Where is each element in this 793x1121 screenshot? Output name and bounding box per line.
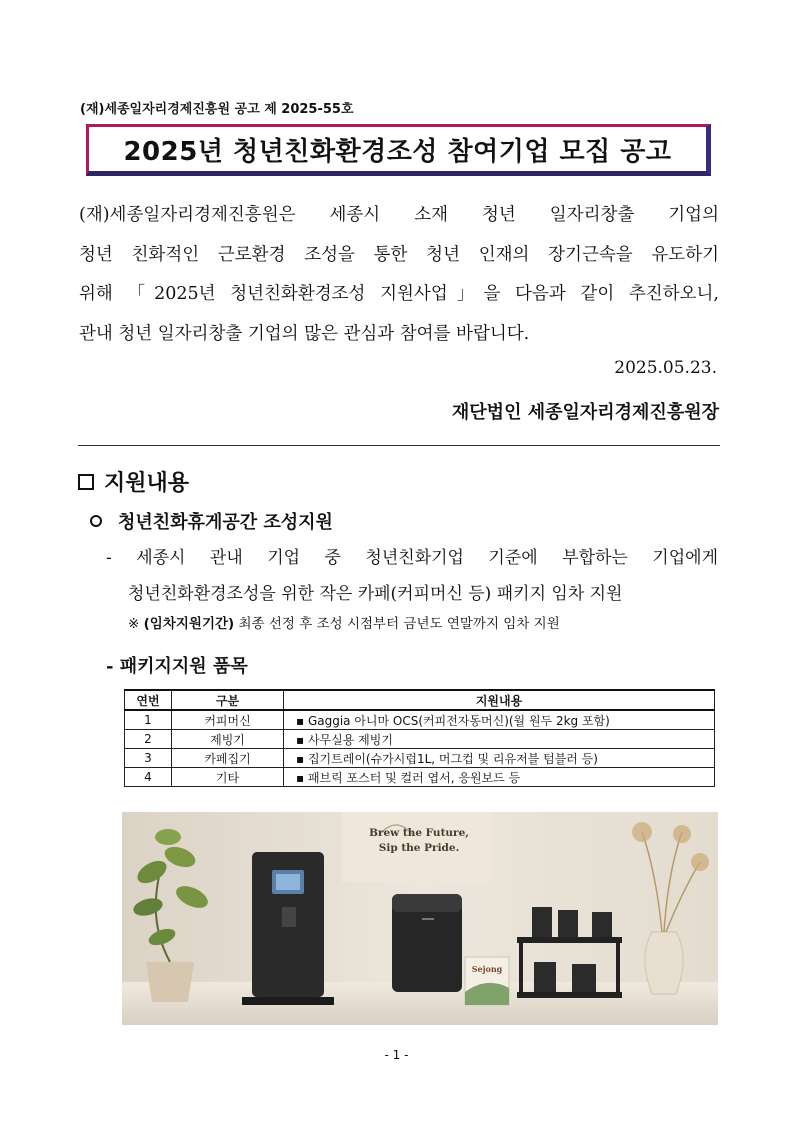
table-row — [125, 730, 715, 749]
package-heading: - 패키지지원 품목 — [106, 656, 248, 677]
table-row — [125, 768, 715, 787]
intro-line-3: 위해 「2025년 청년친화환경조성 지원사업」을 다음과 같이 추진하오니, — [79, 284, 719, 304]
page-number: - 1 - — [384, 1048, 409, 1062]
box-label: Sejong — [471, 964, 503, 974]
title-box — [86, 124, 711, 176]
row-category: 커피머신 — [172, 710, 284, 730]
section-heading — [78, 466, 189, 497]
row-number: 3 — [125, 749, 172, 768]
circle-bullet-icon — [90, 515, 102, 527]
row-category: 카페집기 — [172, 749, 284, 768]
subsection-title: 청년친화휴게공간 조성지원 — [118, 512, 333, 533]
row-content: ▪ 패브릭 포스터 및 컬러 엽서, 응원보드 등 — [284, 768, 715, 787]
poster-line-2: Sip the Pride. — [378, 842, 460, 854]
page-title: 2025년 청년친화환경조성 참여기업 모집 공고 — [123, 136, 672, 167]
table-header: 지원내용 — [284, 690, 715, 710]
row-content: ▪ Gaggia 아니마 OCS(커피전자동머신)(월 원두 2kg 포함) — [284, 710, 715, 730]
intro-line-1: (재)세종일자리경제진흥원은 세종시 소재 청년 일자리창출 기업의 — [79, 205, 719, 225]
table-header-row — [125, 690, 715, 710]
poster — [342, 812, 492, 882]
poster-line-1: Brew the Future, — [369, 827, 469, 839]
support-description — [106, 540, 718, 612]
divider — [78, 445, 720, 446]
notice-date: 2025.05.23. — [614, 358, 717, 378]
table-header: 연번 — [125, 690, 172, 710]
sejong-box — [465, 957, 509, 1005]
row-number: 4 — [125, 768, 172, 787]
intro-line-2: 청년 친화적인 근로환경 조성을 통한 청년 인재의 장기근속을 유도하기 — [79, 244, 719, 265]
row-number: 1 — [125, 710, 172, 730]
row-category: 제빙기 — [172, 730, 284, 749]
notice-number: (재)세종일자리경제진흥원 공고 제 2025-55호 — [80, 102, 354, 117]
row-number: 2 — [125, 730, 172, 749]
coffee-machine — [242, 852, 334, 1005]
package-table — [124, 689, 715, 787]
support-line-2: 청년친화환경조성을 위한 작은 카페(커피머신 등) 패키지 임차 지원 — [128, 584, 623, 604]
table-row — [125, 710, 715, 730]
package-photo — [122, 812, 718, 1025]
package-illustration — [122, 812, 718, 1025]
row-category: 기타 — [172, 768, 284, 787]
intro-line-4: 관내 청년 일자리창출 기업의 많은 관심과 참여를 바랍니다. — [79, 323, 530, 344]
note-mark: ※ — [128, 616, 140, 632]
intro-paragraph — [79, 196, 719, 354]
section-title: 지원내용 — [104, 471, 190, 496]
row-content: ▪ 집기트레이(슈가시럽1L, 머그컵 및 리유저블 텀블러 등) — [284, 749, 715, 768]
issuer-name: 재단법인 세종일자리경제진흥원장 — [451, 402, 719, 423]
support-line-1: - 세종시 관내 기업 중 청년친화기업 기준에 부합하는 기업에게 — [106, 548, 718, 568]
square-bullet-icon — [78, 474, 94, 490]
ice-maker — [392, 894, 462, 992]
note-label: (임차지원기간) — [143, 616, 235, 632]
row-content: ▪ 사무실용 제빙기 — [284, 730, 715, 749]
subsection-heading — [90, 508, 333, 534]
note-text: 최종 선정 후 조성 시점부터 금년도 연말까지 임차 지원 — [238, 616, 560, 632]
table-header: 구분 — [172, 690, 284, 710]
table-row — [125, 749, 715, 768]
lease-note — [128, 612, 560, 632]
